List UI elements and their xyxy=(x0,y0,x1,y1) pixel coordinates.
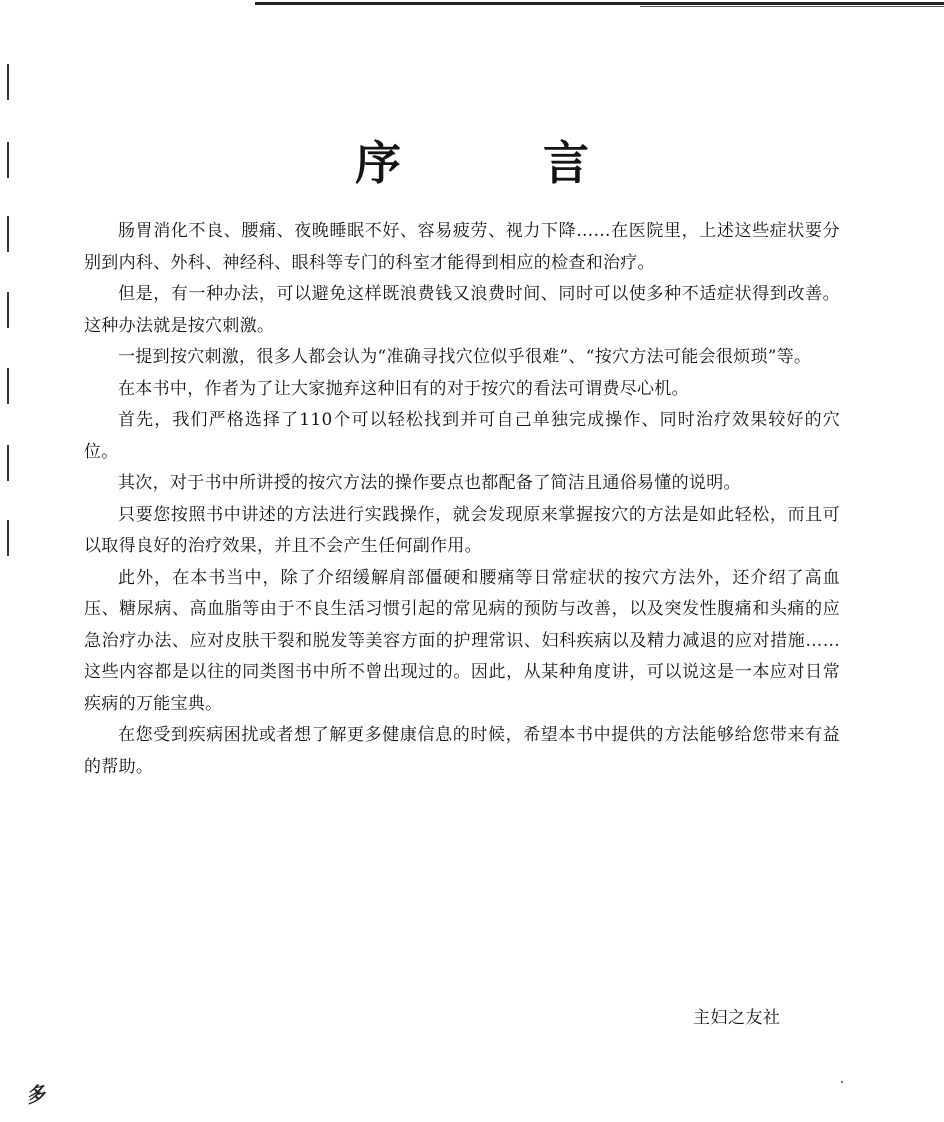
page-mark: 多 xyxy=(24,1082,48,1108)
paragraph: 此外，在本书当中，除了介绍缓解肩部僵硬和腰痛等日常症状的按穴方法外，还介绍了高血压、糖尿病、高血脂等由于不良生活习惯引起的常见病的预防与改善，以及突发性腹痛和头痛的应急治疗办法、应对皮肤干裂和脱发等美容方面的护理常识、妇科疾病以及精力减退的应对措施……这些内容都是以往的同类图书中所不曾出现过的。因此，从某种角度讲，可以说这是一本应对日常疾病的万能宝典。 xyxy=(84,567,840,714)
binding-mark xyxy=(7,368,9,404)
top-border-rule xyxy=(255,2,944,5)
binding-mark xyxy=(7,216,9,252)
paragraph: 肠胃消化不良、腰痛、夜晚睡眠不好、容易疲劳、视力下降……在医院里，上述这些症状要分别到内科、外科、神经科、眼科等专门的科室才能得到相应的检查和治疗。 xyxy=(84,221,840,273)
binding-mark xyxy=(7,445,9,481)
paragraph: 但是，有一种办法，可以避免这样既浪费钱又浪费时间、同时可以使多种不适症状得到改善。这种办法就是按穴刺激。 xyxy=(84,284,840,336)
paragraph: 在您受到疾病困扰或者想了解更多健康信息的时候，希望本书中提供的方法能够给您带来有益的帮助。 xyxy=(84,725,840,777)
scan-speck xyxy=(841,1081,843,1083)
publisher-signature: 主妇之友社 xyxy=(693,1008,781,1028)
paragraph: 其次，对于书中所讲授的按穴方法的操作要点也都配备了简洁且通俗易懂的说明。 xyxy=(118,473,741,493)
paragraph: 在本书中，作者为了让大家抛弃这种旧有的对于按穴的看法可谓费尽心机。 xyxy=(118,378,689,399)
paragraph: 只要您按照书中讲述的方法进行实践操作，就会发现原来掌握按穴的方法是如此轻松，而且可以取得良好的治疗效果，并且不会产生任何副作用。 xyxy=(84,504,840,556)
top-border-rule-thin xyxy=(640,6,944,7)
paragraph: 一提到按穴刺激，很多人都会认为“准确寻找穴位似乎很难”、“按穴方法可能会很烦琐”等。 xyxy=(118,347,812,367)
page-title: 序 言 xyxy=(355,136,637,190)
preface-body xyxy=(84,216,840,783)
binding-mark xyxy=(7,292,9,328)
paragraph: 首先，我们严格选择了110个可以轻松找到并可自己单独完成操作、同时治疗效果较好的穴位。 xyxy=(84,410,840,462)
binding-mark xyxy=(7,64,9,100)
binding-mark xyxy=(7,520,9,556)
